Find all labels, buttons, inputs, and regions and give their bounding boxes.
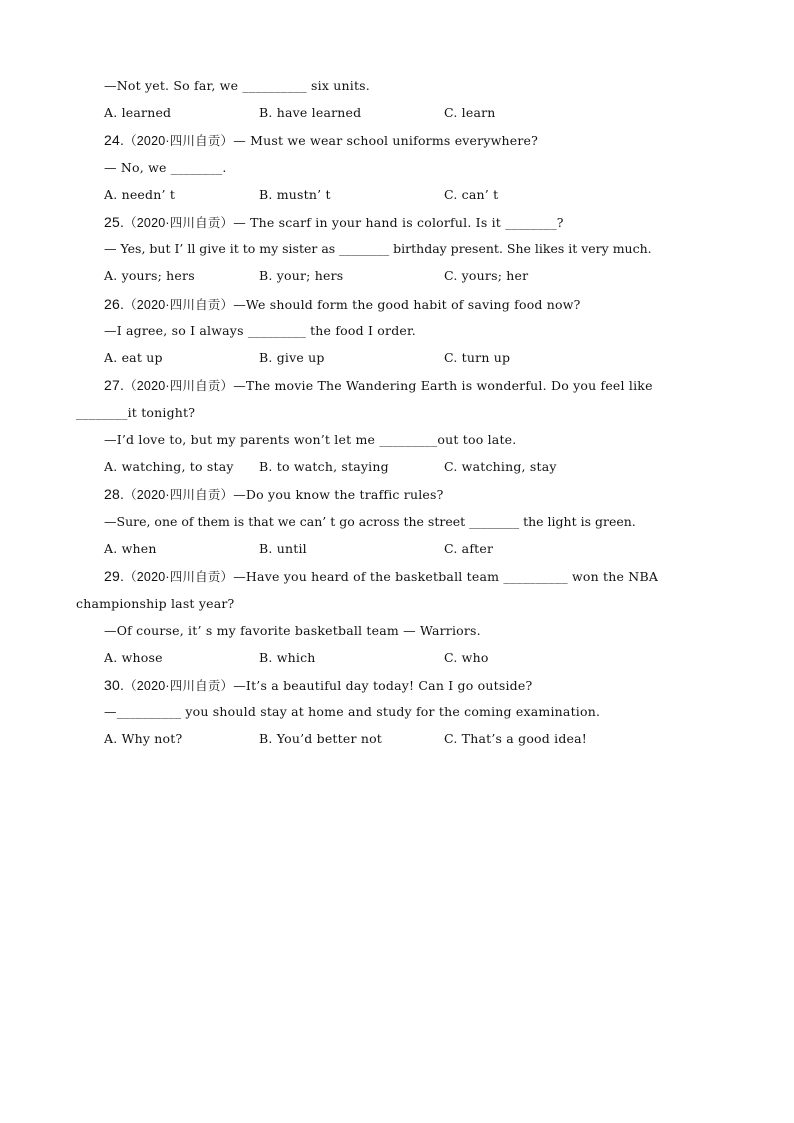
q30-option-a: A. Why not? bbox=[104, 731, 183, 746]
q26-option-a: A. eat up bbox=[104, 350, 163, 365]
q29-option-c: C. who bbox=[444, 650, 489, 665]
q27-stem-continued: ________it tonight? bbox=[76, 405, 196, 420]
q23-option-b: B. have learned bbox=[259, 105, 362, 120]
q28-answer-line: —Sure, one of them is that we can’ t go across the street ________ the light is green. bbox=[104, 514, 636, 529]
q28-stem bbox=[104, 486, 444, 503]
q25-text: — The scarf in your hand is colorful. Is it ________? bbox=[233, 215, 564, 230]
q25-source: （2020·四川自贡） bbox=[124, 216, 234, 230]
q24-stem bbox=[104, 132, 538, 149]
q26-stem bbox=[104, 296, 581, 313]
q27-answer-line: —I’d love to, but my parents won’t let me _________out too late. bbox=[104, 432, 517, 447]
q25-number: 25. bbox=[104, 214, 125, 230]
q24-answer-line: — No, we ________. bbox=[104, 160, 227, 175]
q24-option-c: C. can’ t bbox=[444, 187, 499, 202]
q25-option-c: C. yours; her bbox=[444, 268, 529, 283]
q27-number: 27. bbox=[104, 377, 125, 393]
q30-number: 30. bbox=[104, 677, 125, 693]
q29-number: 29. bbox=[104, 568, 125, 584]
q30-option-b: B. You’d better not bbox=[259, 731, 383, 746]
q30-source: （2020·四川自贡） bbox=[124, 679, 234, 693]
q24-source: （2020·四川自贡） bbox=[124, 134, 234, 148]
q27-option-a: A. watching, to stay bbox=[104, 459, 234, 474]
q30-text: —It’s a beautiful day today! Can I go outside? bbox=[233, 678, 533, 693]
q30-stem bbox=[104, 677, 532, 694]
q29-option-b: B. which bbox=[259, 650, 316, 665]
q28-option-a: A. when bbox=[104, 541, 157, 556]
q29-stem bbox=[104, 568, 658, 585]
q28-source: （2020·四川自贡） bbox=[124, 488, 234, 502]
q24-text: — Must we wear school uniforms everywhere? bbox=[233, 133, 539, 148]
q23-option-a: A. learned bbox=[104, 105, 172, 120]
q29-source: （2020·四川自贡） bbox=[124, 570, 234, 584]
q27-text: —The movie The Wandering Earth is wonderful. Do you feel like bbox=[233, 378, 653, 393]
q25-option-a: A. yours; hers bbox=[104, 268, 195, 283]
q24-option-a: A. needn’ t bbox=[104, 187, 176, 202]
q23-option-c: C. learn bbox=[444, 105, 496, 120]
q29-answer-line: —Of course, it’ s my favorite basketball team — Warriors. bbox=[104, 623, 481, 638]
q27-option-b: B. to watch, staying bbox=[259, 459, 389, 474]
q28-option-c: C. after bbox=[444, 541, 494, 556]
q23-answer-line: —Not yet. So far, we __________ six units. bbox=[104, 78, 370, 93]
q27-source: （2020·四川自贡） bbox=[124, 379, 234, 393]
q25-answer-line: — Yes, but I’ ll give it to my sister as ________ birthday present. She likes it very much. bbox=[104, 241, 652, 256]
q26-number: 26. bbox=[104, 296, 125, 312]
q26-option-b: B. give up bbox=[259, 350, 325, 365]
q25-stem bbox=[104, 214, 564, 231]
q28-text: —Do you know the traffic rules? bbox=[233, 487, 444, 502]
q27-stem bbox=[104, 377, 653, 394]
q30-option-c: C. That’s a good idea! bbox=[444, 731, 588, 746]
q26-answer-line: —I agree, so I always _________ the food I order. bbox=[104, 323, 416, 338]
q24-number: 24. bbox=[104, 132, 125, 148]
q25-option-b: B. your; hers bbox=[259, 268, 344, 283]
q29-text: —Have you heard of the basketball team __________ won the NBA bbox=[233, 569, 659, 584]
q26-option-c: C. turn up bbox=[444, 350, 511, 365]
q30-answer-line: —__________ you should stay at home and study for the coming examination. bbox=[104, 704, 601, 719]
q28-option-b: B. until bbox=[259, 541, 307, 556]
q29-option-a: A. whose bbox=[104, 650, 163, 665]
q26-text: —We should form the good habit of saving food now? bbox=[233, 297, 581, 312]
q27-option-c: C. watching, stay bbox=[444, 459, 557, 474]
q24-option-b: B. mustn’ t bbox=[259, 187, 331, 202]
q29-stem-continued: championship last year? bbox=[76, 596, 235, 611]
q28-number: 28. bbox=[104, 486, 125, 502]
q26-source: （2020·四川自贡） bbox=[124, 298, 234, 312]
